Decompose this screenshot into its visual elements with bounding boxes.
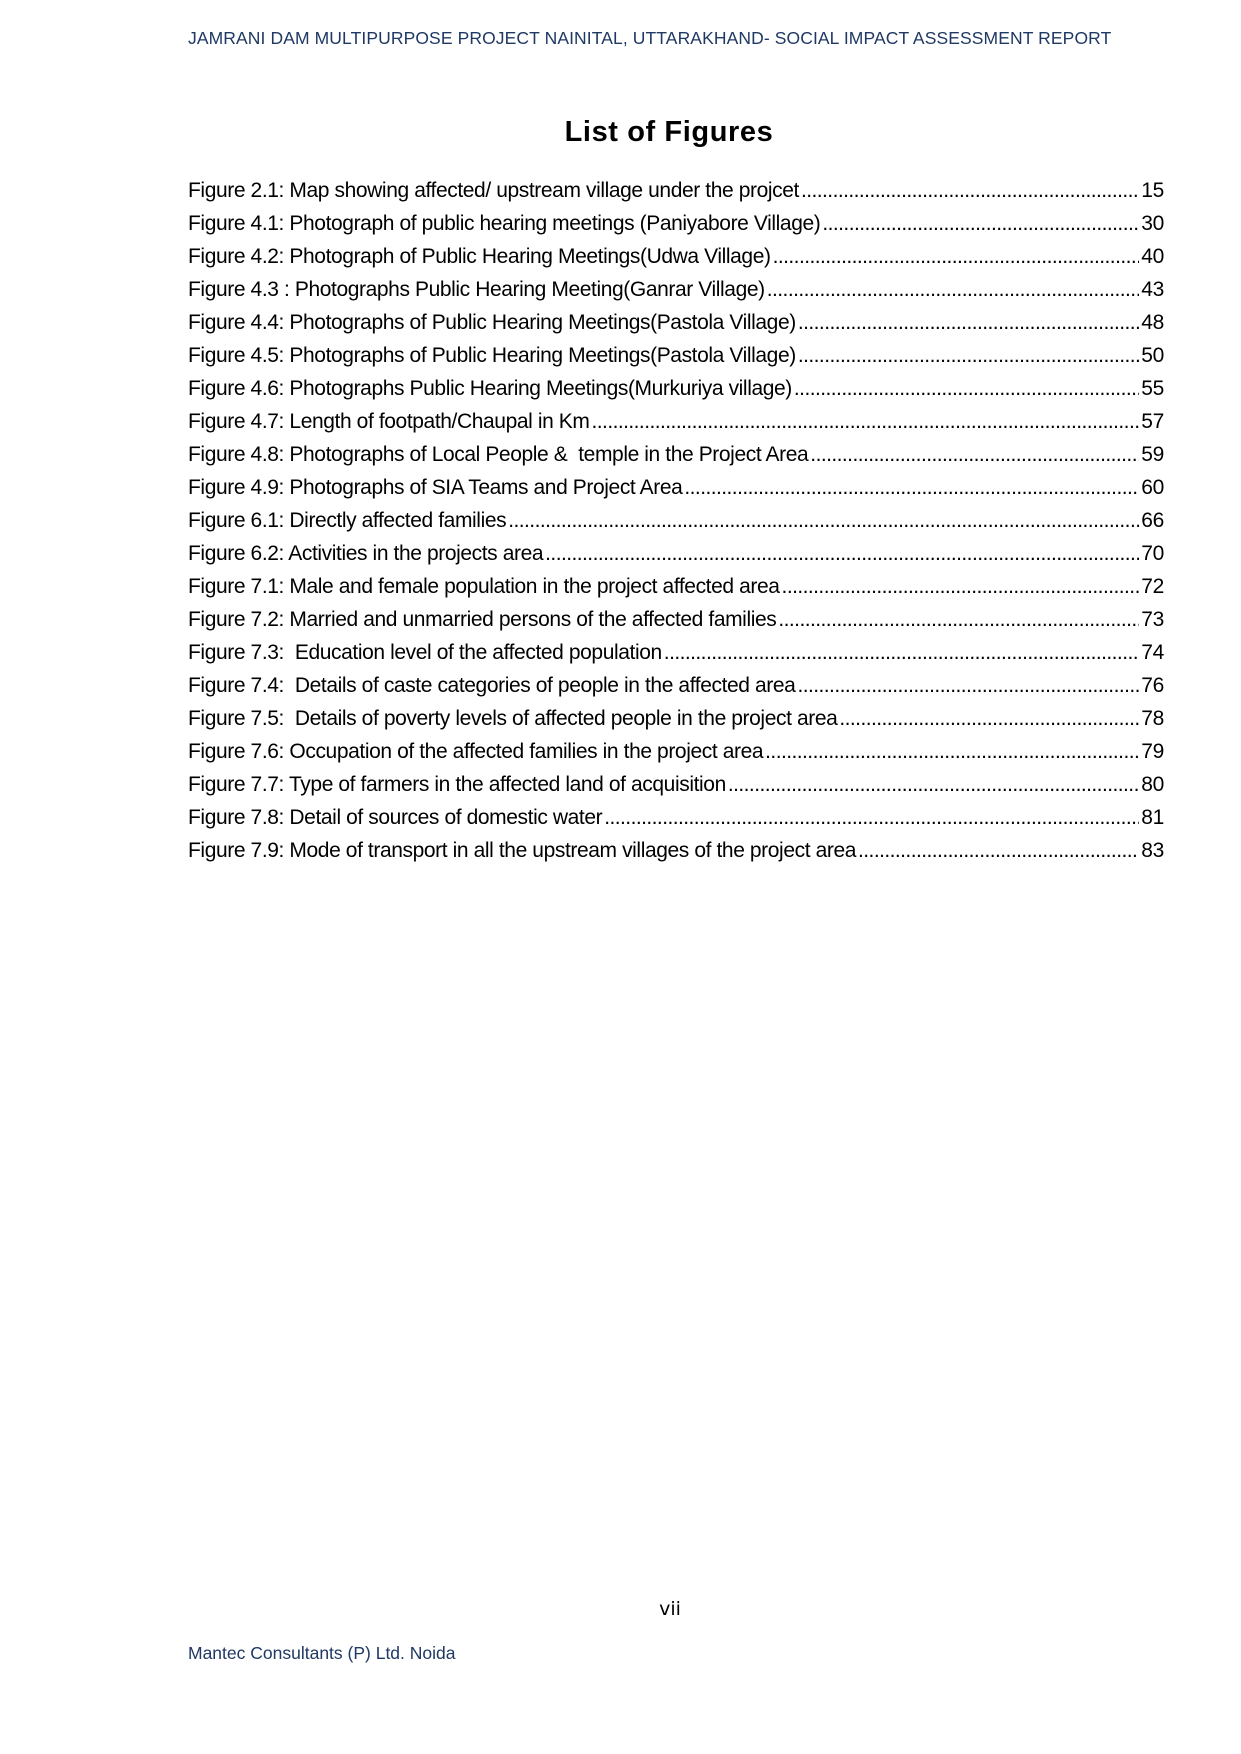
toc-entry-page: 76 bbox=[1141, 674, 1164, 697]
toc-entry[interactable] bbox=[188, 773, 1164, 806]
toc-leader-dots bbox=[839, 707, 1139, 731]
toc-entry-label: Figure 7.7: Type of farmers in the affected land of acquisition bbox=[188, 773, 726, 796]
toc-entry-page: 79 bbox=[1141, 740, 1164, 763]
toc-entry-page: 59 bbox=[1141, 443, 1164, 466]
toc-leader-dots bbox=[797, 674, 1139, 698]
toc-entry[interactable] bbox=[188, 278, 1164, 311]
toc-leader-dots bbox=[798, 311, 1139, 335]
toc-leader-dots bbox=[664, 641, 1139, 665]
toc-leader-dots bbox=[822, 212, 1139, 236]
page-title: List of Figures bbox=[564, 116, 774, 148]
toc-entry[interactable] bbox=[188, 212, 1164, 245]
toc-entry-label: Figure 4.4: Photographs of Public Hearing Meetings(Pastola Village) bbox=[188, 311, 796, 334]
toc-entry-page: 72 bbox=[1141, 575, 1164, 598]
running-header: JAMRANI DAM MULTIPURPOSE PROJECT NAINITAL, UTTARAKHAND- SOCIAL IMPACT ASSESSMENT REPORT bbox=[188, 28, 1112, 48]
toc-leader-dots bbox=[604, 806, 1139, 830]
toc-entry[interactable] bbox=[188, 575, 1164, 608]
toc-entry-label: Figure 7.6: Occupation of the affected families in the project area bbox=[188, 740, 764, 763]
toc-leader-dots bbox=[858, 839, 1139, 863]
toc-entry[interactable] bbox=[188, 740, 1164, 773]
toc-leader-dots bbox=[545, 542, 1139, 566]
toc-leader-dots bbox=[773, 245, 1140, 269]
toc-entry-label: Figure 4.8: Photographs of Local People & temple in the Project Area bbox=[188, 443, 809, 466]
toc-entry-label: Figure 7.5: Details of poverty levels of affected people in the project area bbox=[188, 707, 838, 730]
toc-entry-page: 80 bbox=[1141, 773, 1164, 796]
toc-entry-label: Figure 7.8: Detail of sources of domestic water bbox=[188, 806, 603, 829]
toc-leader-dots bbox=[782, 575, 1140, 599]
toc-entry-page: 30 bbox=[1141, 212, 1164, 235]
page-number: vii bbox=[659, 1598, 681, 1620]
toc-entry[interactable] bbox=[188, 410, 1164, 443]
toc-entry-label: Figure 4.7: Length of footpath/Chaupal in Km bbox=[188, 410, 590, 433]
toc-entry[interactable] bbox=[188, 311, 1164, 344]
toc-entry[interactable] bbox=[188, 806, 1164, 839]
toc-entry-label: Figure 4.5: Photographs of Public Hearing Meetings(Pastola Village) bbox=[188, 344, 796, 367]
toc-leader-dots bbox=[778, 608, 1139, 632]
toc-entry-page: 81 bbox=[1141, 806, 1164, 829]
toc-entry-label: Figure 4.6: Photographs Public Hearing Meetings(Murkuriya village) bbox=[188, 377, 792, 400]
toc-entry-label: Figure 4.2: Photograph of Public Hearing Meetings(Udwa Village) bbox=[188, 245, 771, 268]
toc-leader-dots bbox=[801, 179, 1139, 203]
toc-entry-page: 70 bbox=[1141, 542, 1164, 565]
toc-entry[interactable] bbox=[188, 245, 1164, 278]
toc-entry[interactable] bbox=[188, 476, 1164, 509]
toc-leader-dots bbox=[508, 509, 1139, 533]
toc-entry[interactable] bbox=[188, 542, 1164, 575]
toc-entry-page: 48 bbox=[1141, 311, 1164, 334]
toc-entry-page: 15 bbox=[1141, 179, 1164, 202]
toc-entry-label: Figure 7.3: Education level of the affected population bbox=[188, 641, 662, 664]
toc-entry-label: Figure 7.4: Details of caste categories of people in the affected area bbox=[188, 674, 796, 697]
toc-entry-label: Figure 7.9: Mode of transport in all the upstream villages of the project area bbox=[188, 839, 857, 862]
toc-entry-page: 55 bbox=[1141, 377, 1164, 400]
toc-entry-label: Figure 4.1: Photograph of public hearing meetings (Paniyabore Village) bbox=[188, 212, 821, 235]
toc-entry-page: 50 bbox=[1141, 344, 1164, 367]
toc-entry-page: 78 bbox=[1141, 707, 1164, 730]
toc-entry-label: Figure 7.2: Married and unmarried persons of the affected families bbox=[188, 608, 777, 631]
toc-entry[interactable] bbox=[188, 377, 1164, 410]
toc-leader-dots bbox=[765, 740, 1139, 764]
toc-entry[interactable] bbox=[188, 707, 1164, 740]
toc-entry[interactable] bbox=[188, 443, 1164, 476]
toc-entry-label: Figure 2.1: Map showing affected/ upstream village under the projcet bbox=[188, 179, 799, 202]
toc-entry-label: Figure 4.3 : Photographs Public Hearing Meeting(Ganrar Village) bbox=[188, 278, 765, 301]
toc-entry-label: Figure 4.9: Photographs of SIA Teams and Project Area bbox=[188, 476, 683, 499]
toc-leader-dots bbox=[798, 344, 1139, 368]
toc-entry-page: 74 bbox=[1141, 641, 1164, 664]
toc-entry[interactable] bbox=[188, 608, 1164, 641]
toc-leader-dots bbox=[794, 377, 1139, 401]
toc-leader-dots bbox=[810, 443, 1139, 467]
toc-entry-label: Figure 6.1: Directly affected families bbox=[188, 509, 507, 532]
toc-leader-dots bbox=[767, 278, 1139, 302]
toc-entry[interactable] bbox=[188, 344, 1164, 377]
running-footer: Mantec Consultants (P) Ltd. Noida bbox=[188, 1643, 456, 1663]
toc-leader-dots bbox=[592, 410, 1140, 434]
toc-entry-page: 43 bbox=[1141, 278, 1164, 301]
toc-entry[interactable] bbox=[188, 179, 1164, 212]
toc-entry-page: 40 bbox=[1141, 245, 1164, 268]
toc-entry-page: 57 bbox=[1141, 410, 1164, 433]
list-of-figures bbox=[188, 179, 1164, 872]
toc-entry[interactable] bbox=[188, 509, 1164, 542]
toc-entry-page: 66 bbox=[1141, 509, 1164, 532]
toc-entry-page: 60 bbox=[1141, 476, 1164, 499]
toc-entry[interactable] bbox=[188, 641, 1164, 674]
toc-entry-page: 83 bbox=[1141, 839, 1164, 862]
toc-leader-dots bbox=[728, 773, 1139, 797]
toc-entry-page: 73 bbox=[1141, 608, 1164, 631]
toc-leader-dots bbox=[684, 476, 1139, 500]
toc-entry[interactable] bbox=[188, 839, 1164, 872]
toc-entry-label: Figure 6.2: Activities in the projects area bbox=[188, 542, 544, 565]
toc-entry-label: Figure 7.1: Male and female population in the project affected area bbox=[188, 575, 780, 598]
toc-entry[interactable] bbox=[188, 674, 1164, 707]
